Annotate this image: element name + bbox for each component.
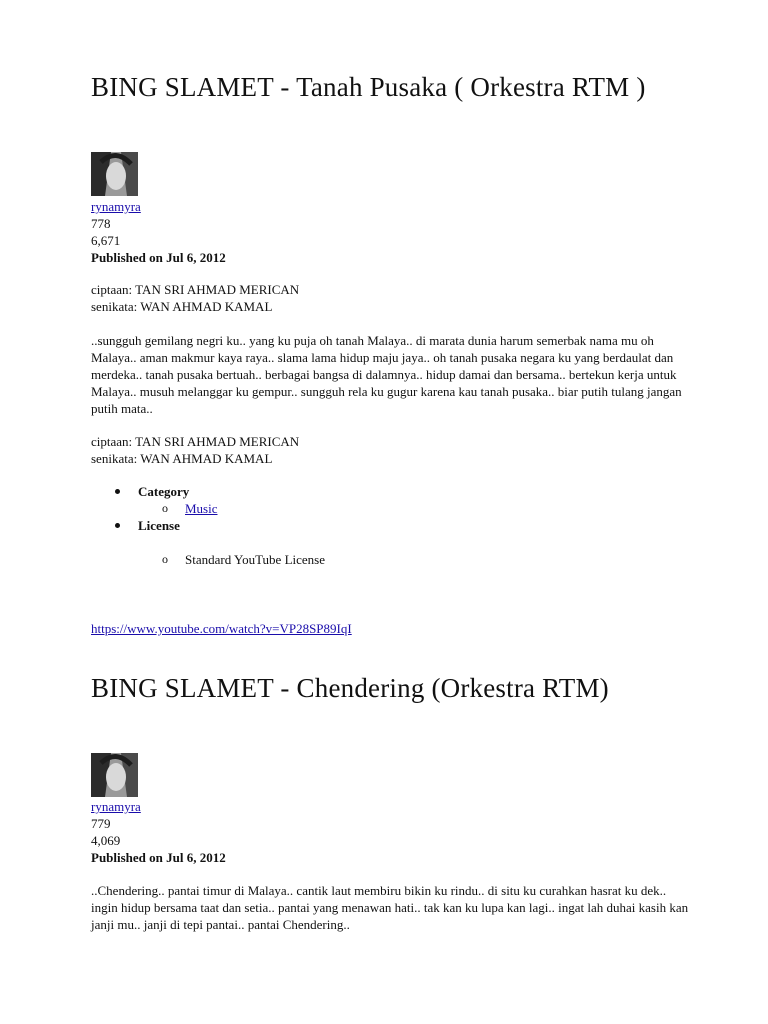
- post-title: BING SLAMET - Tanah Pusaka ( Orkestra RTM ): [91, 72, 646, 102]
- credit-lyricist-repeat: senikata: WAN AHMAD KAMAL: [91, 451, 273, 466]
- category-music-link[interactable]: Music: [185, 501, 218, 516]
- published-date: Published on Jul 6, 2012: [91, 850, 226, 865]
- category-item: [91, 483, 701, 517]
- credit-lyricist: senikata: WAN AHMAD KAMAL: [91, 299, 273, 314]
- view-count: 4,069: [91, 833, 121, 848]
- post-title: BING SLAMET - Chendering (Orkestra RTM): [91, 673, 609, 703]
- stat-count: 778: [91, 216, 111, 231]
- credit-composer: ciptaan: TAN SRI AHMAD MERICAN: [91, 282, 300, 297]
- category-label: Category: [138, 484, 190, 499]
- metadata-list: [91, 483, 701, 568]
- credit-composer-repeat: ciptaan: TAN SRI AHMAD MERICAN: [91, 434, 300, 449]
- user-avatar[interactable]: [91, 753, 138, 797]
- category-value-item: [138, 500, 701, 517]
- license-item: [91, 517, 701, 568]
- video-url-link[interactable]: https://www.youtube.com/watch?v=VP28SP89IqI: [91, 621, 352, 636]
- published-date: Published on Jul 6, 2012: [91, 250, 226, 265]
- view-count: 6,671: [91, 233, 121, 248]
- license-label: License: [138, 518, 180, 533]
- lyrics-text: ..Chendering.. pantai timur di Malaya.. cantik laut membiru bikin ku rindu.. di situ ku curahkan hasrat ku dek.. ingin hidup bersama taat dan setia.. pantai yang menawan hati.. tak kan ku lupa kan lagi.. ingat lah duhai kasih kan janji mu.. janji di tepi pantai.. pantai Chendering..: [91, 883, 689, 932]
- license-value: Standard YouTube License: [185, 552, 325, 567]
- username-link[interactable]: rynamyra: [91, 799, 141, 814]
- post-1: [91, 72, 701, 636]
- license-value-item: [138, 551, 701, 568]
- stat-count: 779: [91, 816, 111, 831]
- user-avatar[interactable]: [91, 152, 138, 196]
- username-link[interactable]: rynamyra: [91, 199, 141, 214]
- lyrics-text: ..sungguh gemilang negri ku.. yang ku puja oh tanah Malaya.. di marata dunia harum semerbak nama mu oh Malaya.. aman makmur kaya raya.. slama lama hidup maju jaya.. oh tanah pusaka negara ku yang berdaulat dan merdeka.. tanah pusaka bertuah.. berbagai bangsa di dalamnya.. hidup damai dan bersama.. bertekun kerja untuk Malaya.. musuh melanggar ku gempur.. sungguh rela ku gugur karena kau tanah pusaka.. biar putih tulang jangan putih mata..: [91, 333, 682, 416]
- post-2: [91, 673, 701, 932]
